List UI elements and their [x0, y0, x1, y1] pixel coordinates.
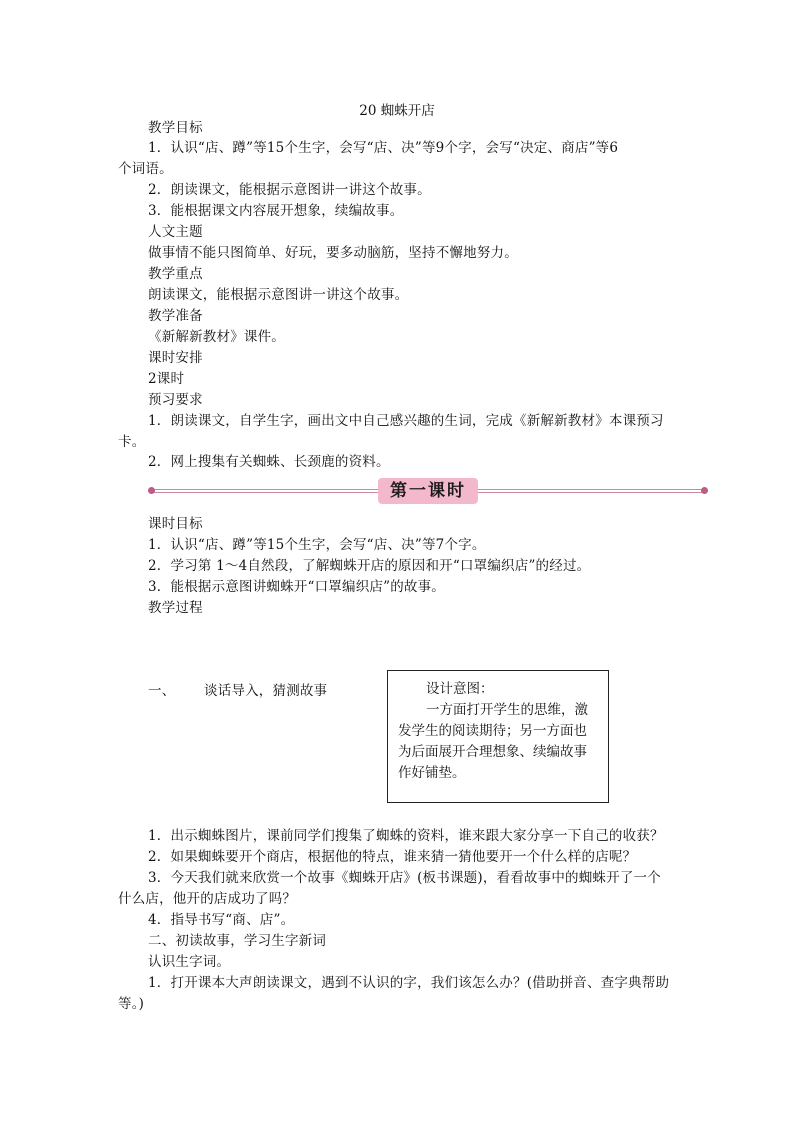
- goal-3: 3．能根据课文内容展开想象，续编故事。: [148, 203, 404, 219]
- heading-period-goals: 课时目标: [148, 516, 203, 532]
- preparation-text: 《新解新教材》课件。: [148, 329, 285, 345]
- goal-1-cont: 个词语。: [118, 161, 173, 177]
- lesson-banner: [148, 478, 708, 504]
- period-goal-3: 3．能根据示意图讲蜘蛛开“口罩编织店”的故事。: [148, 579, 445, 595]
- period-goal-1: 1．认识“店、蹲”等15个生字，会写“店、决”等7个字。: [148, 537, 486, 553]
- lesson-title: 20 蜘蛛开店: [359, 103, 435, 119]
- note-line-3: 为后面展开合理想象、续编故事: [398, 744, 587, 760]
- section-2-subtitle: 认识生字词。: [148, 954, 231, 970]
- section-2-step-1: 1．打开课本大声朗读课文，遇到不认识的字，我们该怎么办？(借助拼音、查字典帮助: [148, 975, 670, 991]
- step-2: 2．如果蜘蛛要开个商店，根据他的特点，谁来猜一猜他要开一个什么样的店呢？: [148, 849, 637, 865]
- section-1-number: 一、: [148, 683, 176, 699]
- section-2-title: 二、初读故事，学习生字新词: [148, 933, 327, 949]
- period-goal-2: 2．学习第 1～4自然段，了解蜘蛛开店的原因和开“口罩编织店”的经过。: [148, 558, 591, 574]
- step-3-cont: 什么店，他开的店成功了吗？: [118, 891, 297, 907]
- banner-label: 第一课时: [378, 478, 478, 504]
- design-intent-box: [387, 670, 609, 803]
- note-heading: 设计意图：: [426, 681, 494, 697]
- heading-key-points: 教学重点: [148, 266, 203, 282]
- note-line-1: 一方面打开学生的思维，激: [426, 702, 588, 718]
- theme-text: 做事情不能只图简单、好玩，要多动脑筋，坚持不懈地努力。: [148, 245, 518, 261]
- schedule-text: 2课时: [148, 371, 185, 387]
- heading-preview: 预习要求: [148, 392, 203, 408]
- preview-1: 1．朗读课文，自学生字，画出文中自己感兴趣的生词，完成《新解新教材》本课预习: [148, 413, 664, 429]
- heading-schedule: 课时安排: [148, 350, 203, 366]
- section-1-title: 谈话导入，猜测故事: [204, 683, 328, 699]
- key-points-text: 朗读课文，能根据示意图讲一讲这个故事。: [148, 287, 409, 303]
- section-2-step-1-cont: 等。): [118, 996, 145, 1012]
- note-line-2: 发学生的阅读期待；另一方面也: [398, 723, 587, 739]
- note-line-4: 作好铺垫。: [398, 765, 466, 781]
- banner-dot-right: [701, 487, 708, 494]
- heading-preparation: 教学准备: [148, 308, 203, 324]
- banner-dot-left: [148, 487, 155, 494]
- heading-humanistic-theme: 人文主题: [148, 224, 203, 240]
- goal-2: 2．朗读课文，能根据示意图讲一讲这个故事。: [148, 182, 431, 198]
- heading-process: 教学过程: [148, 600, 203, 616]
- step-3: 3．今天我们就来欣赏一个故事《蜘蛛开店》(板书课题)，看看故事中的蜘蛛开了一个: [148, 870, 661, 886]
- preview-1-cont: 卡。: [118, 434, 146, 450]
- goal-1: 1．认识“店、蹲”等15个生字，会写“店、决”等9个字，会写“决定、商店”等6: [148, 140, 619, 156]
- heading-teaching-goals: 教学目标: [148, 120, 203, 136]
- step-4: 4．指导书写“商、店”。: [148, 912, 295, 928]
- preview-2: 2．网上搜集有关蜘蛛、长颈鹿的资料。: [148, 454, 390, 470]
- step-1: 1．出示蜘蛛图片，课前同学们搜集了蜘蛛的资料，谁来跟大家分享一下自己的收获？: [148, 828, 664, 844]
